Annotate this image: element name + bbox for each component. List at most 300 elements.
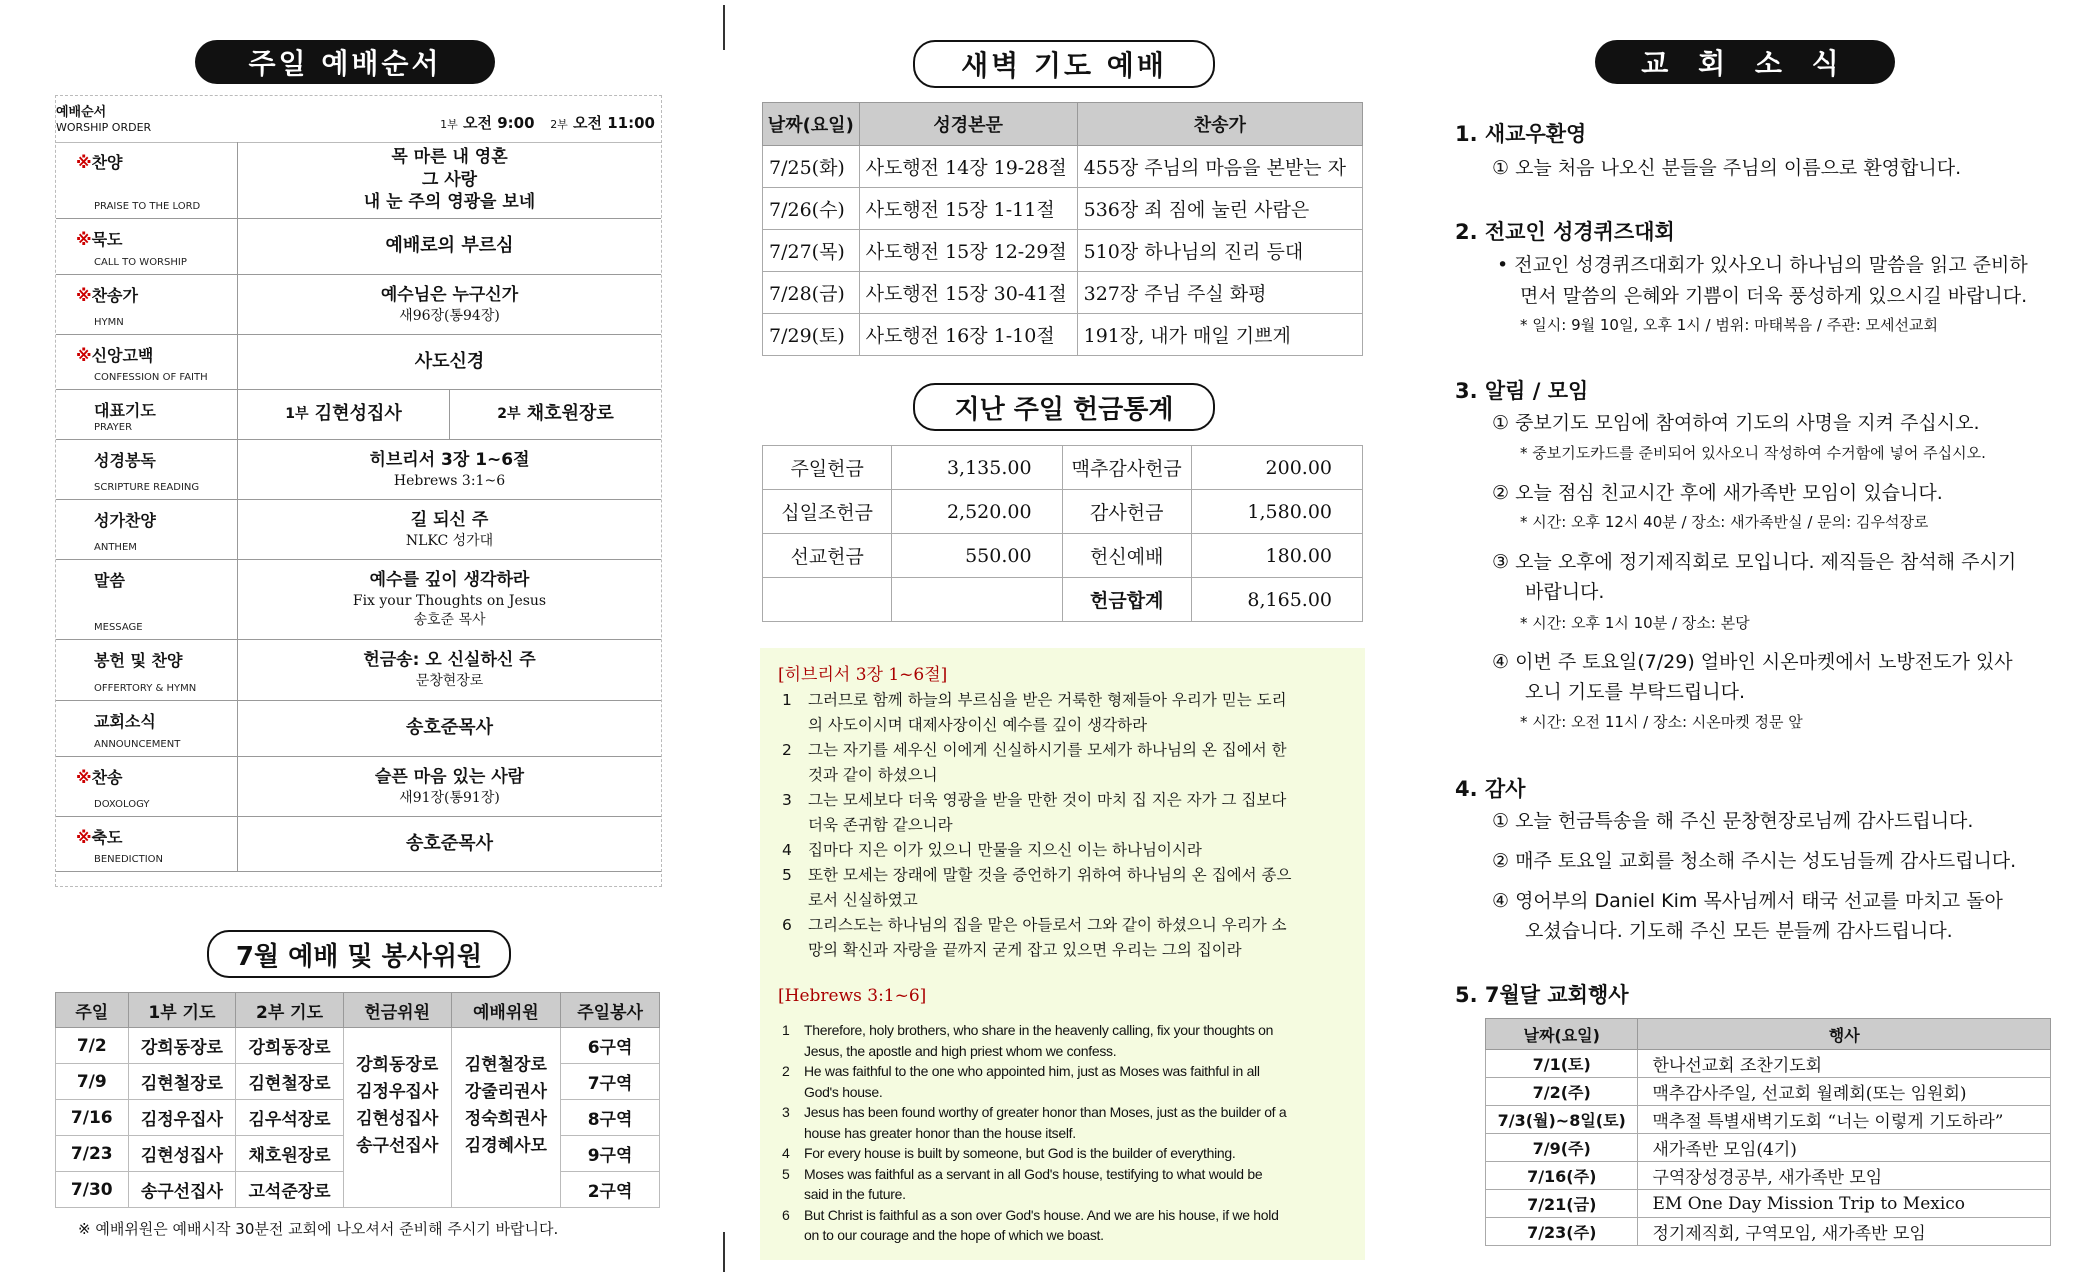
- worship-order-row: [56, 275, 661, 335]
- verse-text: [808, 863, 1348, 913]
- required-mark: ※: [76, 286, 92, 305]
- prayer-2: [450, 390, 661, 439]
- worship-item-en: SCRIPTURE READING: [94, 482, 200, 493]
- july-service: 8구역: [561, 1100, 660, 1136]
- july-prayer-1: 김현철장로: [128, 1064, 236, 1100]
- dawn-hymn: 510장 하나님의 진리 등대: [1077, 230, 1362, 272]
- dawn-date: 7/27(목): [763, 230, 860, 272]
- verse-number: 2: [782, 741, 792, 759]
- worship-item-line: 송호준목사: [406, 717, 493, 739]
- worship-item-line: 길 되신 주: [410, 509, 489, 530]
- verse-text: [808, 788, 1348, 838]
- worship-item-kr: 교회소식: [94, 712, 156, 731]
- event-name: 한나선교회 조찬기도회: [1638, 1050, 2051, 1078]
- july-date: 7/2: [56, 1028, 129, 1064]
- verse-line: 것과 같이 하셨으니: [808, 766, 938, 784]
- worship-team: [451, 1028, 561, 1208]
- verse-kr: [782, 688, 1348, 738]
- verse-line: 망의 확신과 자랑을 끝까지 굳게 잡고 있으면 우리는 그의 집이라: [808, 941, 1242, 959]
- table-row: [763, 188, 1363, 230]
- dawn-prayer-table: [762, 102, 1363, 356]
- verse-line: 그리스도는 하나님의 집을 맡은 아들로서 그와 같이 하셨으니 우리가 소: [808, 916, 1287, 934]
- worship-item-label: [56, 440, 238, 499]
- event-name: EM One Day Mission Trip to Mexico: [1638, 1190, 2051, 1218]
- worship-item-label: [56, 500, 238, 559]
- july-prayer-2: 김현철장로: [236, 1064, 344, 1100]
- news-item-cont: 오니 기도를 부탁드립니다.: [1525, 681, 1746, 703]
- worship-item-label: [56, 142, 238, 218]
- worship-item-name: [76, 227, 122, 250]
- worship-item-content: [238, 640, 661, 700]
- table-row: [1486, 1218, 2051, 1246]
- july-date: 7/9: [56, 1064, 129, 1100]
- worship-item-en: PRAYER: [94, 422, 133, 433]
- dawn-hymn: 536장 죄 짐에 눌린 사람은: [1077, 188, 1362, 230]
- required-mark: ※: [76, 153, 92, 172]
- verse-line: Moses was faithful as a servant in all God's house, testifying to what would be: [804, 1165, 1263, 1182]
- worship-item-en: PRAISE TO THE LORD: [94, 201, 201, 212]
- verse-line: 그는 자기를 세우신 이에게 신실하시기를 모세가 하나님의 온 집에서 한: [808, 741, 1287, 759]
- team-member: 김경혜사모: [464, 1136, 547, 1156]
- news-section-2: 2. 전교인 성경퀴즈대회: [1455, 220, 1675, 244]
- worship-item-content: [238, 701, 661, 756]
- worship-item-line: NLKC 성가대: [405, 532, 494, 549]
- table-row: [1486, 1078, 2051, 1106]
- worship-item-line: 내 눈 주의 영광을 보네: [363, 192, 536, 213]
- verse-line: 그는 모세보다 더욱 영광을 받을 만한 것이 마치 집 지은 자가 그 집보다: [808, 791, 1287, 809]
- verse-text: [804, 1061, 1334, 1102]
- verse-line: 그러므로 함께 하늘의 부르심을 받은 거룩한 형제들아 우리가 믿는 도리: [808, 691, 1287, 709]
- worship-item-name: [94, 448, 156, 471]
- verse-text: [808, 913, 1348, 963]
- dawn-passage: 사도행전 15장 12-29절: [859, 230, 1077, 272]
- prayer-1-name: 김현성집사: [314, 403, 402, 425]
- verse-number: 6: [782, 916, 792, 934]
- offering-team: [343, 1028, 451, 1208]
- event-date: 7/3(월)~8일(토): [1486, 1106, 1638, 1134]
- july-header: 주일봉사: [561, 993, 660, 1028]
- verse-text: [808, 838, 1348, 863]
- worship-order-row: [56, 817, 661, 872]
- team-member: 김현철장로: [464, 1055, 547, 1075]
- verse-line: God's house.: [804, 1083, 883, 1100]
- verse-number: 4: [782, 841, 792, 859]
- news-section-4: 4. 감사: [1455, 777, 1526, 801]
- news-item: ④ 영어부의 Daniel Kim 목사님께서 태국 선교를 마치고 돌아: [1492, 890, 2003, 912]
- worship-order-row: [56, 701, 661, 757]
- verse-line: For every house is built by someone, but God is the builder of everything.: [804, 1145, 1236, 1161]
- worship-item-label: [56, 560, 238, 639]
- verse-en: [782, 1020, 1334, 1061]
- verse-line: Jesus has been found worthy of greater honor than Moses, just as the builder of a: [804, 1104, 1287, 1120]
- worship-item-kr: 말씀: [94, 571, 125, 590]
- worship-item-content: [238, 440, 661, 499]
- news-sub: * 중보기도카드를 준비되어 있사오니 작성하여 수거함에 넣어 주십시오.: [1520, 444, 1986, 462]
- worship-item-name: [94, 568, 125, 591]
- news-sub: * 시간: 오후 1시 10분 / 장소: 본당: [1520, 614, 1750, 632]
- worship-item-content: [238, 219, 661, 274]
- verse-text: [808, 688, 1348, 738]
- worship-order-row: [56, 335, 661, 390]
- worship-item-name: [76, 825, 122, 848]
- verse-number: 2: [782, 1063, 790, 1079]
- worship-item-content: [238, 142, 661, 218]
- offering-label: 헌신예배: [1062, 534, 1191, 578]
- july-date: 7/30: [56, 1172, 129, 1208]
- july-prayer-1: 송구선집사: [128, 1172, 236, 1208]
- offering-amount: [892, 578, 1062, 622]
- news-item: ③ 오늘 오후에 정기제직회로 모입니다. 제직들은 참석해 주시기: [1492, 551, 2017, 573]
- worship-item-line: 예수를 깊이 생각하라: [369, 570, 530, 591]
- verse-line: Jesus, the apostle and high priest whom we confess.: [804, 1042, 1117, 1059]
- news-item: • 전교인 성경퀴즈대회가 있사오니 하나님의 말씀을 읽고 준비하: [1497, 254, 2028, 276]
- july-volunteers-title: 7월 예배 및 봉사위원: [207, 930, 511, 978]
- worship-item-line: Hebrews 3:1~6: [393, 472, 506, 489]
- worship-item-content: [238, 560, 661, 639]
- worship-item-line: 송호준 목사: [413, 611, 486, 628]
- worship-item-en: CALL TO WORSHIP: [94, 257, 187, 268]
- verse-line: Therefore, holy brothers, who share in the heavenly calling, fix your thoughts on: [804, 1022, 1274, 1038]
- worship-order-row: [56, 142, 661, 219]
- worship-item-name: [94, 398, 156, 421]
- worship-item-name: [76, 283, 138, 306]
- verse-line: He was faithful to the one who appointed him, just as Moses was faithful in all: [804, 1063, 1260, 1079]
- news-sub: * 일시: 9월 10일, 오후 1시 / 범위: 마태복음 / 주관: 모세선교회: [1520, 316, 1938, 334]
- dawn-date: 7/26(수): [763, 188, 860, 230]
- event-date: 7/21(금): [1486, 1190, 1638, 1218]
- verse-number: 3: [782, 1104, 790, 1120]
- worship-item-line: 사도신경: [414, 350, 485, 372]
- offering-stats-title: 지난 주일 헌금통계: [913, 383, 1215, 431]
- verse-number: 4: [782, 1145, 790, 1161]
- worship-item-en: CONFESSION OF FAITH: [94, 372, 208, 383]
- scripture-box: [760, 648, 1365, 1260]
- offering-label: 주일헌금: [763, 446, 892, 490]
- july-header: 예배위원: [451, 993, 561, 1028]
- offering-amount: 1,580.00: [1191, 490, 1362, 534]
- worship-order-label-en: WORSHIP ORDER: [56, 121, 152, 134]
- news-item-cont: 바랍니다.: [1525, 581, 1605, 603]
- worship-item-kr: 묵도: [91, 230, 123, 249]
- table-row: [1486, 1134, 2051, 1162]
- event-date: 7/2(주): [1486, 1078, 1638, 1106]
- july-prayer-1: 강희동장로: [128, 1028, 236, 1064]
- verse-text: [804, 1164, 1334, 1205]
- dawn-prayer-title: 새벽 기도 예배: [913, 40, 1215, 88]
- events-header: 행사: [1638, 1019, 2051, 1050]
- july-date: 7/23: [56, 1136, 129, 1172]
- worship-item-line: 새91장(통91장): [399, 789, 500, 806]
- verse-line: 집마다 지은 이가 있으니 만물을 지으신 이는 하나님이시라: [808, 841, 1202, 859]
- july-prayer-1: 김정우집사: [128, 1100, 236, 1136]
- july-header: 1부 기도: [128, 993, 236, 1028]
- dawn-hymn: 191장, 내가 매일 기쁘게: [1077, 314, 1362, 356]
- worship-item-line: 예배로의 부르심: [385, 235, 514, 257]
- verse-number: 5: [782, 1165, 790, 1182]
- dawn-header: 찬송가: [1077, 103, 1362, 146]
- table-row: [1486, 1106, 2051, 1134]
- worship-order-title: 주일 예배순서: [195, 40, 495, 84]
- verse-kr: [782, 838, 1348, 863]
- july-service: 2구역: [561, 1172, 660, 1208]
- july-events-table: [1485, 1018, 2051, 1246]
- offering-amount: 200.00: [1191, 446, 1362, 490]
- prayer-2-name: 채호원장로: [526, 403, 614, 425]
- verse-text: [804, 1205, 1334, 1246]
- worship-item-name: [94, 508, 156, 531]
- verse-line: on to our courage and the hope of which we boast.: [804, 1227, 1104, 1243]
- offering-amount: 8,165.00: [1191, 578, 1362, 622]
- column-divider: [723, 5, 725, 50]
- event-name: 구역장성경공부, 새가족반 모임: [1638, 1162, 2051, 1190]
- worship-item-en: DOXOLOGY: [94, 799, 150, 810]
- july-header: 주일: [56, 993, 129, 1028]
- verse-en: [782, 1205, 1334, 1246]
- worship-item-name: [76, 150, 122, 173]
- news-sub: * 시간: 오전 11시 / 장소: 시온마켓 정문 앞: [1520, 713, 1803, 731]
- worship-item-label: [56, 701, 238, 756]
- worship-item-en: MESSAGE: [94, 622, 143, 633]
- worship-order-row: [56, 440, 661, 500]
- worship-order-row: [56, 757, 661, 817]
- july-prayer-2: 강희동장로: [236, 1028, 344, 1064]
- table-row: [763, 578, 1363, 622]
- worship-item-en: ANTHEM: [94, 542, 137, 553]
- required-mark: ※: [76, 230, 92, 249]
- worship-item-line: 새96장(통94장): [399, 307, 500, 324]
- team-member: 정숙희권사: [464, 1109, 547, 1129]
- worship-order-row: [56, 640, 661, 701]
- worship-item-line: 슬픈 마음 있는 사람: [374, 766, 525, 787]
- table-row: [763, 272, 1363, 314]
- church-news-title: 교 회 소 식: [1595, 40, 1895, 84]
- worship-item-line: 송호준목사: [406, 832, 493, 854]
- news-item: ① 오늘 헌금특송을 해 주신 문창현장로님께 감사드립니다.: [1492, 810, 1974, 832]
- volunteer-note: ※ 예배위원은 예배시작 30분전 교회에 나오셔서 준비해 주시기 바랍니다.: [78, 1220, 559, 1238]
- offering-label: 감사헌금: [1062, 490, 1191, 534]
- table-row: [763, 490, 1363, 534]
- worship-item-content: [238, 817, 661, 871]
- worship-item-content: [238, 757, 661, 816]
- event-date: 7/9(주): [1486, 1134, 1638, 1162]
- worship-item-kr: 대표기도: [94, 401, 156, 420]
- event-name: 새가족반 모임(4기): [1638, 1134, 2051, 1162]
- verse-number: 6: [782, 1206, 790, 1223]
- verse-en: [782, 1061, 1334, 1102]
- worship-item-kr: 찬송: [91, 768, 123, 787]
- worship-item-label: [56, 275, 238, 334]
- offering-label: 헌금합계: [1062, 578, 1191, 622]
- dawn-passage: 사도행전 14장 19-28절: [859, 146, 1077, 188]
- verse-en: [782, 1102, 1334, 1143]
- july-prayer-2: 김우석장로: [236, 1100, 344, 1136]
- news-item: ① 오늘 처음 나오신 분들을 주님의 이름으로 환영합니다.: [1492, 157, 1962, 179]
- worship-item-en: OFFERTORY & HYMN: [94, 683, 197, 694]
- worship-item-en: BENEDICTION: [94, 854, 164, 865]
- verse-line: said in the future.: [804, 1186, 906, 1202]
- table-row: [763, 446, 1363, 490]
- event-name: 맥추절 특별새벽기도회 “너는 이렇게 기도하라”: [1638, 1106, 2051, 1134]
- event-name: 맥추감사주일, 선교회 월례회(또는 임원회): [1638, 1078, 2051, 1106]
- july-prayer-1: 김현성집사: [128, 1136, 236, 1172]
- offering-amount: 2,520.00: [892, 490, 1062, 534]
- verse-number: 3: [782, 791, 792, 809]
- table-row: [763, 146, 1363, 188]
- verse-kr: [782, 863, 1348, 913]
- verse-text: [804, 1143, 1334, 1164]
- worship-item-line: 그 사랑: [421, 169, 478, 190]
- event-name: 정기제직회, 구역모임, 새가족반 모임: [1638, 1218, 2051, 1246]
- dawn-passage: 사도행전 16장 1-10절: [859, 314, 1077, 356]
- worship-item-label: [56, 219, 238, 274]
- worship-item-name: [94, 709, 156, 732]
- prayer-1: [238, 390, 450, 439]
- dawn-hymn: 327장 주님 주실 화평: [1077, 272, 1362, 314]
- offering-stats-table: [762, 445, 1363, 622]
- table-row: [763, 230, 1363, 272]
- dawn-date: 7/29(토): [763, 314, 860, 356]
- worship-item-line: 목 마른 내 영혼: [391, 146, 508, 167]
- worship-item-line: 예수님은 누구신가: [380, 284, 519, 305]
- worship-item-kr: 성경봉독: [94, 451, 156, 470]
- news-item: ① 중보기도 모임에 참여하여 기도의 사명을 지켜 주십시오.: [1492, 412, 1980, 434]
- july-volunteers-table: [55, 992, 660, 1208]
- team-member: 강희동장로: [356, 1055, 439, 1075]
- offering-label: 맥추감사헌금: [1062, 446, 1191, 490]
- worship-item-kr: 성가찬양: [94, 511, 156, 530]
- verse-line: 의 사도이시며 대제사장이신 예수를 깊이 생각하라: [808, 716, 1148, 734]
- worship-item-label: [56, 817, 238, 871]
- event-date: 7/1(토): [1486, 1050, 1638, 1078]
- worship-order-row: [56, 500, 661, 560]
- worship-item-kr: 찬송가: [91, 286, 138, 305]
- worship-item-line: 히브리서 3장 1~6절: [369, 449, 530, 470]
- news-section-5: 5. 7월달 교회행사: [1455, 983, 1629, 1007]
- july-prayer-2: 채호원장로: [236, 1136, 344, 1172]
- worship-item-content: [238, 275, 661, 334]
- verse-text: [804, 1020, 1334, 1061]
- worship-item-kr: 신앙고백: [91, 346, 154, 365]
- dawn-hymn: 455장 주님의 마음을 본받는 자: [1077, 146, 1362, 188]
- required-mark: ※: [76, 346, 92, 365]
- news-sub: * 시간: 오후 12시 40분 / 장소: 새가족반실 / 문의: 김우석장로: [1520, 513, 1929, 531]
- dawn-passage: 사도행전 15장 1-11절: [859, 188, 1077, 230]
- verse-kr: [782, 738, 1348, 788]
- offering-label: 선교헌금: [763, 534, 892, 578]
- event-date: 7/16(주): [1486, 1162, 1638, 1190]
- worship-order-row: [56, 219, 661, 275]
- worship-item-content: [238, 500, 661, 559]
- july-service: 7구역: [561, 1064, 660, 1100]
- dawn-date: 7/28(금): [763, 272, 860, 314]
- worship-item-label: [56, 390, 238, 439]
- dawn-header: 성경본문: [859, 103, 1077, 146]
- events-header: 날짜(요일): [1486, 1019, 1638, 1050]
- prayer-2-prefix: 2부: [497, 406, 521, 423]
- news-item-cont: 면서 말씀의 은혜와 기쁨이 더욱 풍성하게 있으시길 바랍니다.: [1520, 285, 2028, 307]
- verse-en: [782, 1164, 1334, 1205]
- worship-item-name: [76, 765, 122, 788]
- column-divider: [723, 1232, 725, 1272]
- news-item: ② 오늘 점심 친교시간 후에 새가족반 모임이 있습니다.: [1492, 482, 1943, 504]
- verse-number: 1: [782, 1022, 790, 1038]
- team-member: 김현성집사: [356, 1109, 439, 1129]
- worship-order-row: [56, 560, 661, 640]
- news-item: ④ 이번 주 토요일(7/29) 얼바인 시온마켓에서 노방전도가 있사: [1492, 651, 2013, 673]
- prayer-1-prefix: 1부: [285, 406, 309, 423]
- july-prayer-2: 고석준장로: [236, 1172, 344, 1208]
- offering-amount: 550.00: [892, 534, 1062, 578]
- verse-kr: [782, 913, 1348, 963]
- verse-text: [804, 1102, 1334, 1143]
- verse-text: [808, 738, 1348, 788]
- offering-label: 십일조헌금: [763, 490, 892, 534]
- worship-order-row: [56, 390, 661, 440]
- table-row: [1486, 1050, 2051, 1078]
- worship-item-line: Fix your Thoughts on Jesus: [352, 593, 547, 610]
- dawn-passage: 사도행전 15장 30-41절: [859, 272, 1077, 314]
- verse-line: 더욱 존귀함 같으니라: [808, 816, 953, 834]
- worship-item-label: [56, 335, 238, 389]
- service-times: 1부 오전 9:00 2부 오전 11:00: [440, 114, 655, 132]
- verse-line: But Christ is faithful as a son over God's house. And we are his house, if we hold: [804, 1206, 1279, 1223]
- team-member: 강줄리권사: [464, 1082, 547, 1102]
- news-section-1: 1. 새교우환영: [1455, 122, 1587, 146]
- worship-item-label: [56, 757, 238, 816]
- worship-order-label: 예배순서: [56, 105, 107, 120]
- verse-line: 또한 모세는 장래에 말할 것을 증언하기 위하여 하나님의 온 집에서 종으: [808, 866, 1292, 884]
- verse-number: 1: [782, 691, 792, 709]
- offering-label: [763, 578, 892, 622]
- table-row: [763, 314, 1363, 356]
- worship-item-line: 헌금송: 오 신실하신 주: [363, 650, 536, 671]
- worship-item-name: [94, 648, 182, 671]
- worship-item-en: ANNOUNCEMENT: [94, 739, 181, 750]
- team-member: 김정우집사: [356, 1082, 439, 1102]
- dawn-header: 날짜(요일): [763, 103, 860, 146]
- worship-item-kr: 찬양: [91, 153, 123, 172]
- required-mark: ※: [76, 768, 92, 787]
- worship-item-name: [76, 343, 153, 366]
- event-date: 7/23(주): [1486, 1218, 1638, 1246]
- news-item: ② 매주 토요일 교회를 청소해 주시는 성도님들께 감사드립니다.: [1492, 850, 2017, 872]
- prayer-split: [238, 390, 661, 439]
- july-date: 7/16: [56, 1100, 129, 1136]
- verse-kr: [782, 788, 1348, 838]
- worship-item-kr: 봉헌 및 찬양: [94, 651, 183, 670]
- news-section-3: 3. 알림 / 모임: [1455, 379, 1589, 403]
- table-row: [56, 1028, 660, 1064]
- dawn-date: 7/25(화): [763, 146, 860, 188]
- verse-en: [782, 1143, 1334, 1164]
- required-mark: ※: [76, 828, 92, 847]
- table-row: [1486, 1162, 2051, 1190]
- worship-order-table: [55, 95, 662, 887]
- july-header: 2부 기도: [236, 993, 344, 1028]
- worship-item-kr: 축도: [91, 828, 123, 847]
- verse-line: 로서 신실하였고: [808, 891, 918, 909]
- worship-order-header: [56, 96, 661, 143]
- worship-item-en: HYMN: [94, 317, 124, 328]
- table-row: [1486, 1190, 2051, 1218]
- news-item-cont: 오셨습니다. 기도해 주신 모든 분들께 감사드립니다.: [1525, 920, 1953, 942]
- july-service: 9구역: [561, 1136, 660, 1172]
- scripture-en-title: [Hebrews 3:1~6]: [778, 986, 927, 1006]
- worship-item-label: [56, 640, 238, 700]
- july-header: 헌금위원: [343, 993, 451, 1028]
- scripture-kr-title: [히브리서 3장 1~6절]: [778, 665, 948, 685]
- worship-item-content: [238, 335, 661, 389]
